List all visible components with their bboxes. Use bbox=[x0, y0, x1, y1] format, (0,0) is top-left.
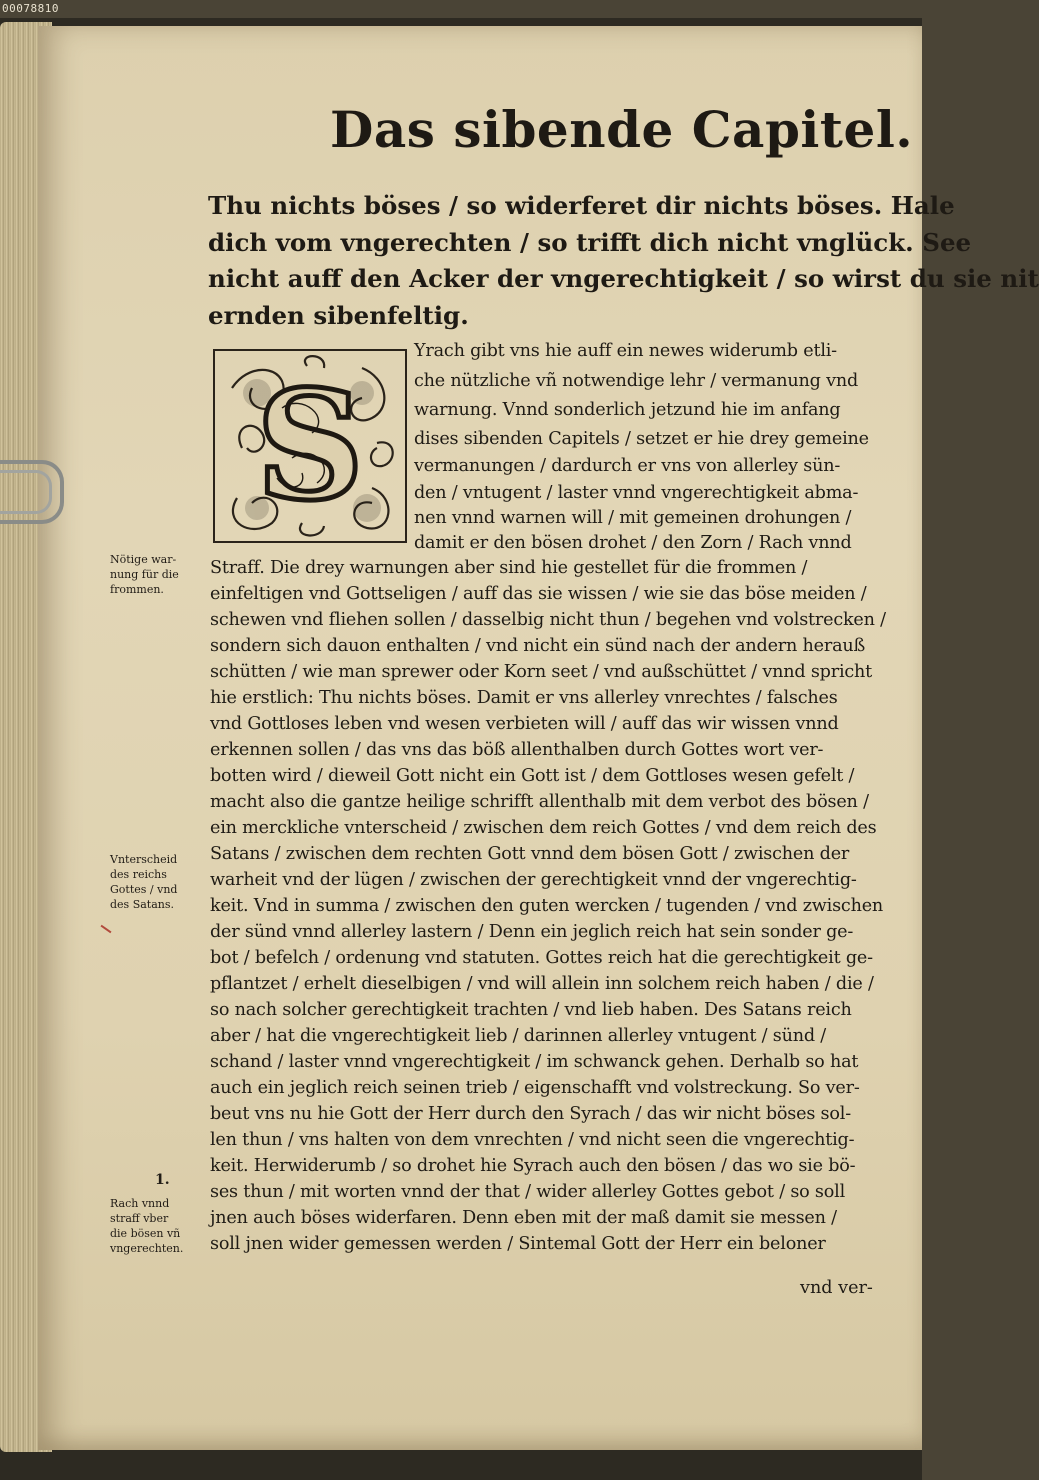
margin-number: 1. bbox=[155, 1172, 170, 1188]
verse-line: nicht auff den Acker der vngerechtigkeit / so wirst du sie nit bbox=[208, 264, 1039, 293]
margin-note bbox=[110, 552, 210, 597]
margin-note-line: des reichs bbox=[110, 868, 167, 881]
chapter-title: Das sibende Capitel. bbox=[330, 100, 914, 159]
catchword: vnd ver- bbox=[800, 1278, 873, 1298]
body-line: pflantzet / erhelt dieselbigen / vnd will allein inn solchem reich haben / die / bbox=[210, 974, 874, 994]
body-line: sondern sich dauon enthalten / vnd nicht ein sünd nach der andern herauß bbox=[210, 636, 866, 656]
body-line: den / vntugent / laster vnnd vngerechtigkeit abma- bbox=[414, 483, 859, 503]
body-line: Yrach gibt vns hie auff ein newes widerumb etli- bbox=[414, 341, 837, 361]
initial-letter: S bbox=[255, 358, 365, 534]
body-line: keit. Vnd in summa / zwischen den guten wercken / tugenden / vnd zwischen bbox=[210, 896, 884, 916]
body-line: hie erstlich: Thu nichts böses. Damit er vns allerley vnrechtes / falsches bbox=[210, 688, 838, 708]
body-line: che nützliche vñ notwendige lehr / vermanung vnd bbox=[414, 371, 859, 391]
body-line: Satans / zwischen dem rechten Gott vnnd dem bösen Gott / zwischen der bbox=[210, 844, 850, 864]
body-line: ein merckliche vnterscheid / zwischen dem reich Gottes / vnd dem reich des bbox=[210, 818, 877, 838]
margin-note-line: vngerechten. bbox=[110, 1242, 184, 1255]
body-line: keit. Herwiderumb / so drohet hie Syrach auch den bösen / das wo sie bö- bbox=[210, 1156, 856, 1176]
decorated-initial bbox=[212, 348, 408, 544]
margin-note-line: straff vber bbox=[110, 1212, 169, 1225]
body-line: vermanungen / dardurch er vns von allerley sün- bbox=[414, 456, 841, 476]
body-line: so nach solcher gerechtigkeit trachten / vnd lieb haben. Des Satans reich bbox=[210, 1000, 852, 1020]
body-line: schütten / wie man sprewer oder Korn seet / vnd außschüttet / vnnd spricht bbox=[210, 662, 873, 682]
body-line: ses thun / mit worten vnnd der that / wider allerley Gottes gebot / so soll bbox=[210, 1182, 846, 1202]
body-line: auch ein jeglich reich seinen trieb / eigenschafft vnd volstreckung. So ver- bbox=[210, 1078, 860, 1098]
body-line: bot / befelch / ordenung vnd statuten. Gottes reich hat die gerechtigkeit ge- bbox=[210, 948, 873, 968]
margin-note-line: Rach vnnd bbox=[110, 1197, 170, 1210]
body-line: vnd Gottloses leben vnd wesen verbieten will / auff das wir wissen vnnd bbox=[210, 714, 839, 734]
body-line: warnung. Vnnd sonderlich jetzund hie im anfang bbox=[414, 400, 841, 420]
body-line: einfeltigen vnd Gottseligen / auff das sie wissen / wie sie das böse meiden / bbox=[210, 584, 867, 604]
body-line: dises sibenden Capitels / setzet er hie drey gemeine bbox=[414, 429, 869, 449]
body-line: aber / hat die vngerechtigkeit lieb / darinnen allerley vntugent / sünd / bbox=[210, 1026, 827, 1046]
verse-line: ernden sibenfeltig. bbox=[208, 300, 469, 330]
margin-note bbox=[110, 852, 210, 912]
body-line: beut vns nu hie Gott der Herr durch den Syrach / das wir nicht böses sol- bbox=[210, 1104, 851, 1124]
body-line: nen vnnd warnen will / mit gemeinen drohungen / bbox=[414, 508, 852, 528]
scan-id-label: 00078810 bbox=[2, 2, 59, 15]
body-line: der sünd vnnd allerley lastern / Denn ein jeglich reich hat sein sonder ge- bbox=[210, 922, 854, 942]
margin-note-line: des Satans. bbox=[110, 898, 174, 911]
margin-note-line: Vnterscheid bbox=[110, 853, 178, 866]
body-line: jnen auch böses widerfaren. Denn eben mit der maß damit sie messen / bbox=[210, 1208, 837, 1228]
body-line: damit er den bösen drohet / den Zorn / Rach vnnd bbox=[414, 533, 852, 553]
body-line: len thun / vns halten von dem vnrechten / vnd nicht seen die vngerechtig- bbox=[210, 1130, 855, 1150]
verse-line: Thu nichts böses / so widerferet dir nichts böses. Hale bbox=[208, 191, 955, 220]
margin-note-line: frommen. bbox=[110, 583, 164, 596]
body-line: botten wird / dieweil Gott nicht ein Gott ist / dem Gottloses wesen gefelt / bbox=[210, 766, 855, 786]
body-line: Straff. Die drey warnungen aber sind hie gestellet für die frommen / bbox=[210, 558, 808, 578]
body-line: warheit vnd der lügen / zwischen der gerechtigkeit vnnd der vngerechtig- bbox=[210, 870, 857, 890]
body-line: soll jnen wider gemessen werden / Sintemal Gott der Herr ein beloner bbox=[210, 1234, 826, 1254]
body-line: schewen vnd fliehen sollen / dasselbig nicht thun / begehen vnd volstrecken / bbox=[210, 610, 886, 630]
margin-note-line: Gottes / vnd bbox=[110, 883, 178, 896]
body-line: macht also die gantze heilige schrifft allenthalb mit dem verbot des bösen / bbox=[210, 792, 869, 812]
paper-clip-inner-icon bbox=[0, 470, 52, 514]
verse-line: dich vom vngerechten / so trifft dich nicht vnglück. See bbox=[208, 227, 972, 257]
margin-note-line: die bösen vñ bbox=[110, 1227, 181, 1240]
margin-note-line: Nötige war- bbox=[110, 553, 177, 566]
body-line: schand / laster vnnd vngerechtigkeit / im schwanck gehen. Derhalb so hat bbox=[210, 1052, 859, 1072]
margin-note bbox=[110, 1196, 210, 1256]
body-line: erkennen sollen / das vns das böß allenthalben durch Gottes wort ver- bbox=[210, 740, 824, 760]
margin-note-line: nung für die bbox=[110, 568, 179, 581]
verse-text bbox=[208, 188, 1039, 334]
